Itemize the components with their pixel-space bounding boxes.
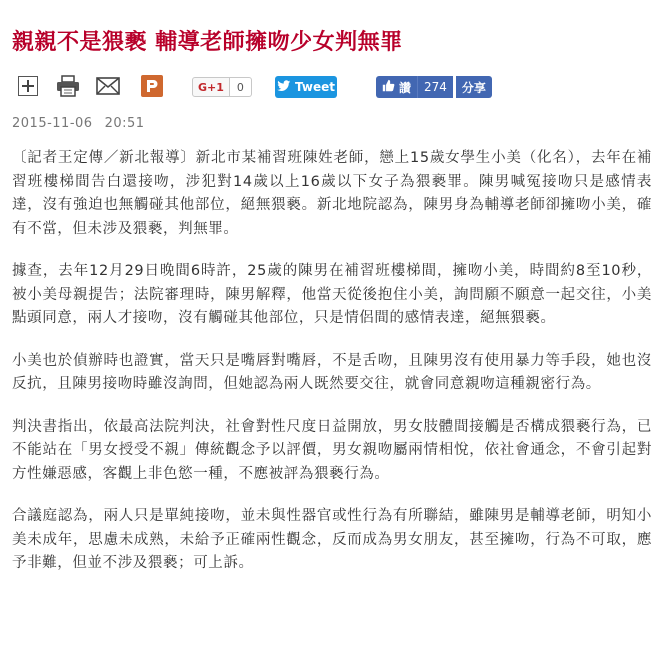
tweet-label: Tweet	[295, 80, 335, 94]
facebook-widget	[376, 76, 492, 98]
email-button[interactable]	[94, 72, 122, 100]
article-title: 親親不是猥褻 輔導老師擁吻少女判無罪	[12, 29, 403, 55]
printer-icon	[56, 75, 80, 97]
font-size-button[interactable]	[14, 72, 42, 100]
gplus-label: G+1	[192, 77, 230, 97]
article-paragraph: 小美也於偵辦時也證實，當天只是嘴唇對嘴唇，不是舌吻，且陳男沒有使用暴力等手段，她也沒反抗，且陳男接吻時雖沒詢問，但她認為兩人既然要交往，就會同意親吻這種親密行為。	[12, 352, 652, 392]
plurk-button[interactable]	[138, 72, 166, 100]
share-toolbar	[10, 72, 655, 106]
article-body	[12, 147, 652, 595]
plurk-icon	[141, 75, 163, 97]
facebook-like-button[interactable]	[376, 76, 417, 98]
article-paragraph: 合議庭認為，兩人只是單純接吻，並未與性器官或性行為有所聯結，雖陳男是輔導老師，明知小美未成年，思慮未成熟，未給予正確兩性觀念，反而成為男女朋友，甚至擁吻，行為不可取，應予非難，但並不涉及猥褻；可上訴。	[12, 508, 652, 571]
thumbs-up-icon	[382, 79, 395, 95]
publish-datetime	[12, 116, 145, 131]
envelope-icon	[96, 77, 120, 95]
article-paragraph: 〔記者王定傳／新北報導〕新北市某補習班陳姓老師，戀上15歲女學生小美（化名），去年在補習班樓梯間告白還接吻，涉犯對14歲以上16歲以下女子為猥褻罪。陳男喊冤接吻只是感情表達，沒有強迫也無觸碰其他部位，絕無猥褻。新北地院認為，陳男身為輔導老師卻擁吻小美，確有不當，但未涉及猥褻，判無罪。	[12, 150, 652, 237]
gplus-button[interactable]	[192, 77, 252, 97]
facebook-like-label: 讚	[399, 80, 412, 95]
facebook-share-button[interactable]: 分享	[456, 76, 492, 98]
tweet-button[interactable]	[275, 76, 337, 98]
article-paragraph: 判決書指出，依最高法院判決，社會對性尺度日益開放，男女肢體間接觸是否構成猥褻行為，已不能站在「男女授受不親」傳統觀念予以評價，男女親吻屬兩情相悅，依社會通念，不會引起對方性嫌惡感，客觀上非色慾一種，不應被評為猥褻行為。	[12, 418, 652, 482]
publish-time: 20:51	[104, 116, 145, 131]
article-paragraph: 據查，去年12月29日晚間6時許，25歲的陳男在補習班樓梯間，擁吻小美，時間約8至10秒，被小美母親提告；法院審理時，陳男解釋，他當天從後抱住小美，詢問願不願意一起交往，小美點頭同意，兩人才接吻，沒有觸碰其他部位，只是情侶間的感情表達，絕無猥褻。	[12, 263, 652, 326]
gplus-count: 0	[230, 77, 252, 97]
twitter-bird-icon	[277, 80, 291, 95]
plus-icon	[18, 76, 38, 96]
facebook-like-count: 274	[417, 76, 453, 98]
publish-date: 2015-11-06	[12, 116, 93, 131]
print-button[interactable]	[54, 72, 82, 100]
